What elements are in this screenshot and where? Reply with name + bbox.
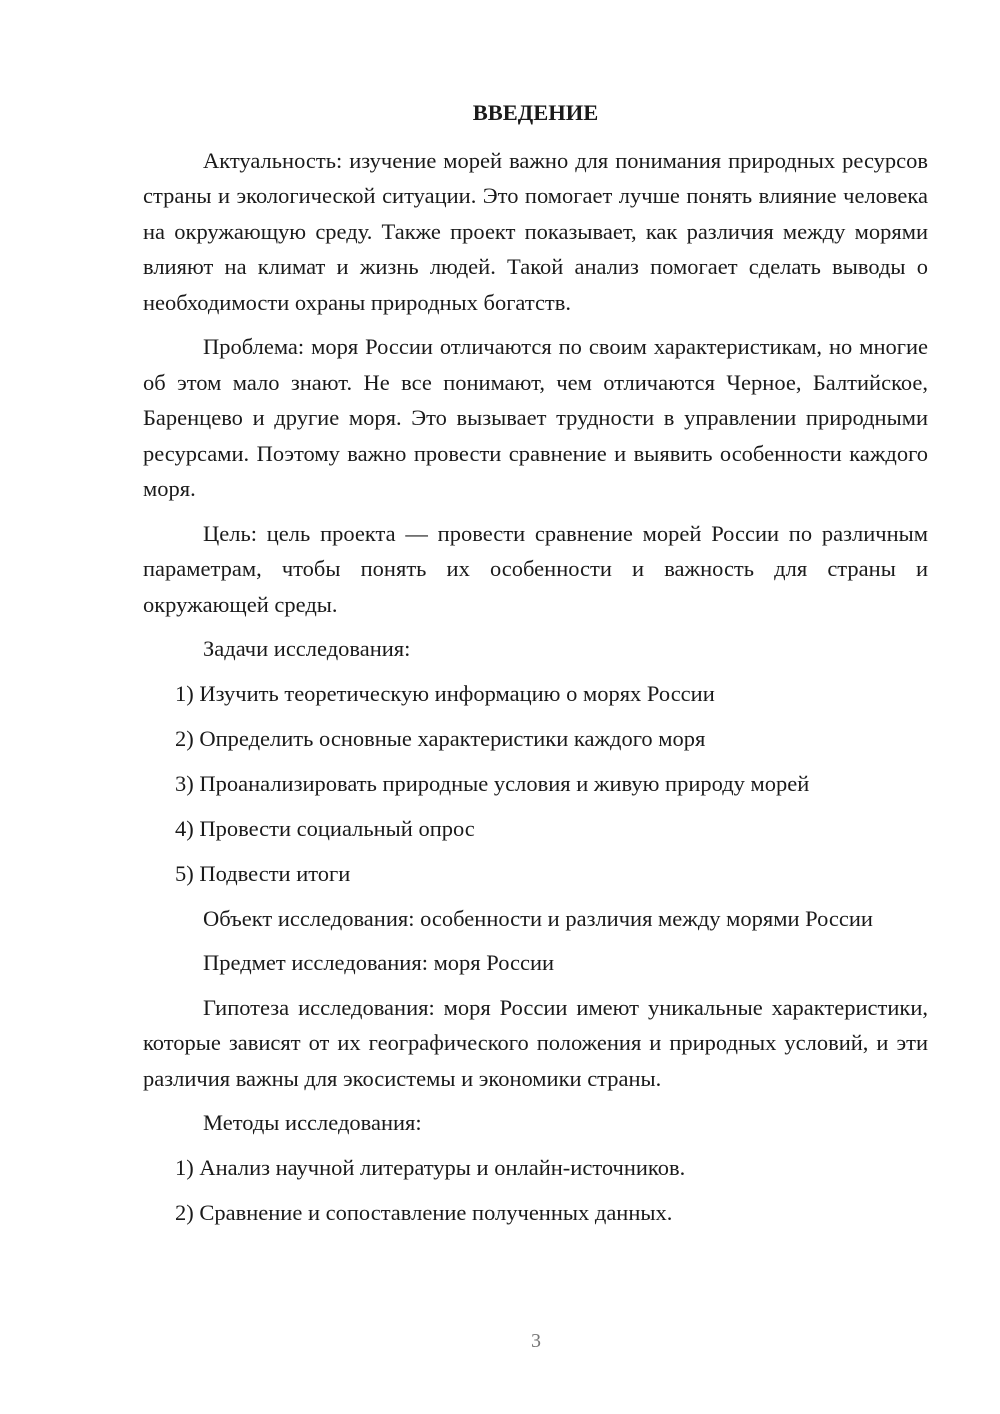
goal-paragraph: Цель: цель проекта — провести сравнение морей России по различным параметрам, чтобы понять их особенности и важность для страны и окружающей среды.: [143, 520, 928, 617]
methods-label: Методы исследования:: [203, 1110, 422, 1135]
list-item: 2) Сравнение и сопоставление полученных данных.: [175, 1199, 673, 1225]
subject-paragraph: Предмет исследования: моря России: [203, 950, 555, 975]
hypothesis-paragraph: Гипотеза исследования: моря России имеют уникальные характеристики, которые зависят от их географического положения и природных условий, и эти различия важны для экосистемы и экономики страны.: [143, 994, 928, 1091]
methods-list: [143, 1150, 928, 1231]
page-number: 3: [531, 1330, 541, 1352]
relevance-paragraph: Актуальность: изучение морей важно для понимания природных ресурсов страны и экологической ситуации. Это помогает лучше понять влияние человека на окружающую среду. Также проект показывает, как различия между морями влияют на климат и жизнь людей. Такой анализ помогает сделать выводы о необходимости охраны природных богатств.: [143, 147, 928, 315]
list-item: 5) Подвести итоги: [175, 860, 351, 886]
tasks-label: Задачи исследования:: [203, 636, 411, 661]
list-item: 2) Определить основные характеристики каждого моря: [175, 725, 706, 751]
list-item: 1) Изучить теоретическую информацию о морях России: [175, 680, 715, 706]
problem-paragraph: Проблема: моря России отличаются по своим характеристикам, но многие об этом мало знают. Не все понимают, чем отличаются Черное, Балтийское, Баренцево и другие моря. Это вызывает трудности в управлении природными ресурсами. Поэтому важно провести сравнение и выявить особенности каждого моря.: [143, 334, 928, 501]
tasks-list: [143, 676, 928, 892]
page-content: [143, 94, 928, 1240]
object-paragraph: Объект исследования: особенности и различия между морями России: [203, 905, 873, 931]
list-item: 3) Проанализировать природные условия и живую природу морей: [175, 770, 810, 796]
page-title: ВВЕДЕНИЕ: [472, 100, 599, 125]
list-item: 4) Провести социальный опрос: [175, 815, 475, 841]
list-item: 1) Анализ научной литературы и онлайн-источников.: [175, 1154, 686, 1180]
